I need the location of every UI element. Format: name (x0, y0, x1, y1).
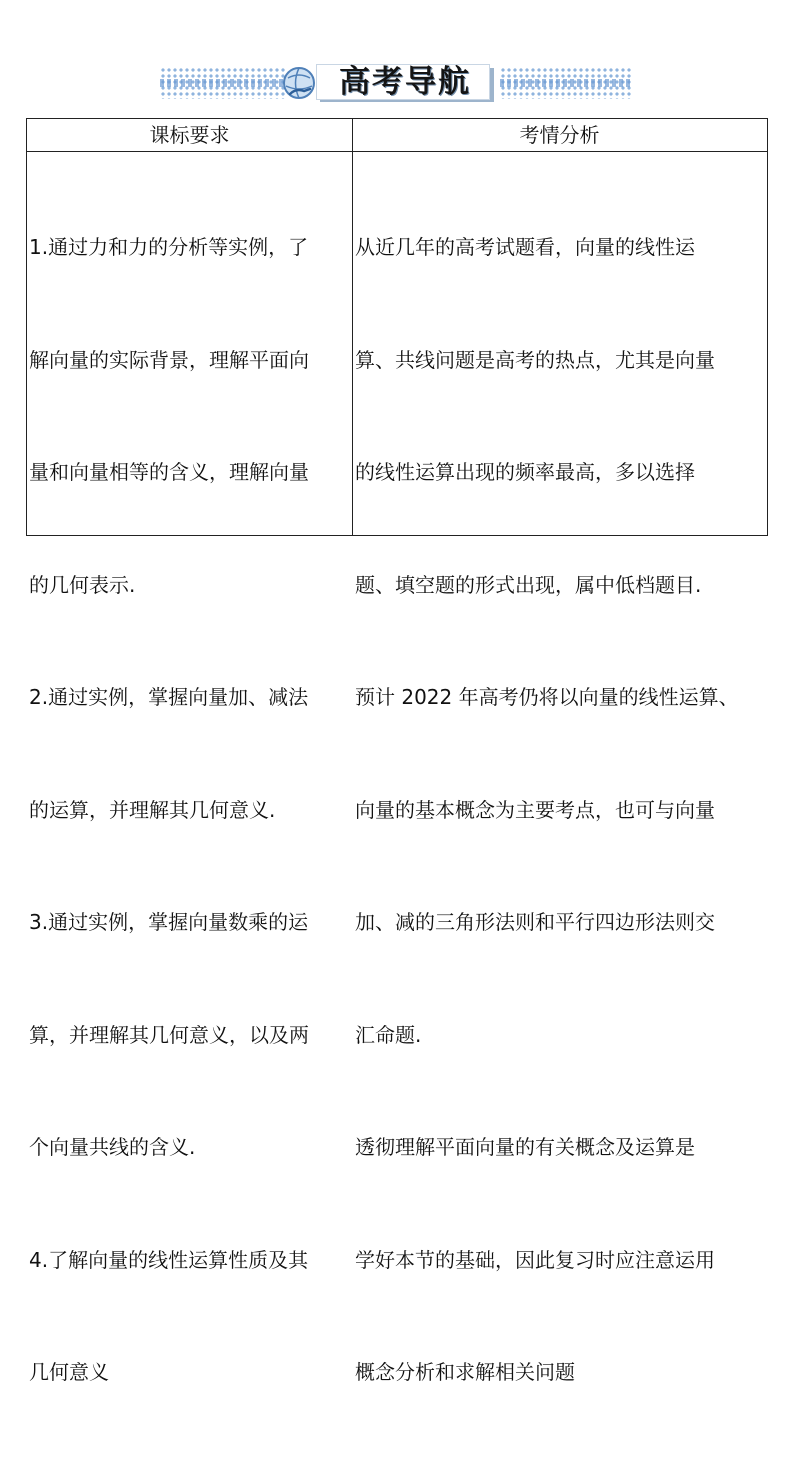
text-line: 学好本节的基础，因此复习时应注意运用 (355, 1247, 715, 1272)
header-exam-analysis: 考情分析 (519, 123, 600, 147)
text-line: 汇命题. (355, 1022, 422, 1047)
banner-dots-left (160, 67, 286, 99)
course-requirements-cell (29, 154, 349, 1467)
guide-table (26, 118, 768, 1384)
text-line: 的运算，并理解其几何意义. (29, 797, 276, 822)
text-line: 的线性运算出现的频率最高，多以选择 (355, 460, 695, 484)
exam-analysis-cell (355, 154, 765, 1467)
banner-dots-right (500, 67, 632, 99)
text-line: 4.了解向量的线性运算性质及其 (29, 1247, 309, 1272)
text-line: 题、填空题的形式出现，属中低档题目. (355, 572, 702, 597)
banner-title: 高考导航 (339, 64, 471, 100)
banner-title-plate (316, 64, 494, 100)
text-line: 量和向量相等的含义，理解向量 (29, 460, 309, 484)
text-line: 概念分析和求解相关问题 (355, 1360, 575, 1384)
text-line: 个向量共线的含义. (29, 1135, 196, 1159)
text-line: 透彻理解平面向量的有关概念及运算是 (355, 1135, 695, 1159)
header-divider (27, 151, 767, 152)
header-course-requirements: 课标要求 (149, 123, 230, 147)
text-line: 1.通过力和力的分析等实例，了 (29, 235, 309, 259)
text-line: 2.通过实例，掌握向量加、减法 (29, 685, 309, 709)
text-line: 预计 2022 年高考仍将以向量的线性运算、 (355, 685, 739, 709)
section-banner (160, 58, 632, 106)
text-line: 几何意义 (29, 1360, 109, 1384)
text-line: 向量的基本概念为主要考点，也可与向量 (355, 797, 715, 822)
text-line: 算，并理解其几何意义，以及两 (29, 1022, 309, 1047)
text-line: 3.通过实例，掌握向量数乘的运 (29, 910, 309, 934)
text-line: 从近几年的高考试题看，向量的线性运 (355, 235, 695, 259)
globe-hand-icon (280, 64, 318, 102)
text-line: 算、共线问题是高考的热点，尤其是向量 (355, 347, 715, 372)
column-divider (352, 119, 353, 535)
text-line: 解向量的实际背景，理解平面向 (29, 347, 309, 372)
text-line: 的几何表示. (29, 572, 136, 597)
text-line: 加、减的三角形法则和平行四边形法则交 (355, 910, 715, 934)
